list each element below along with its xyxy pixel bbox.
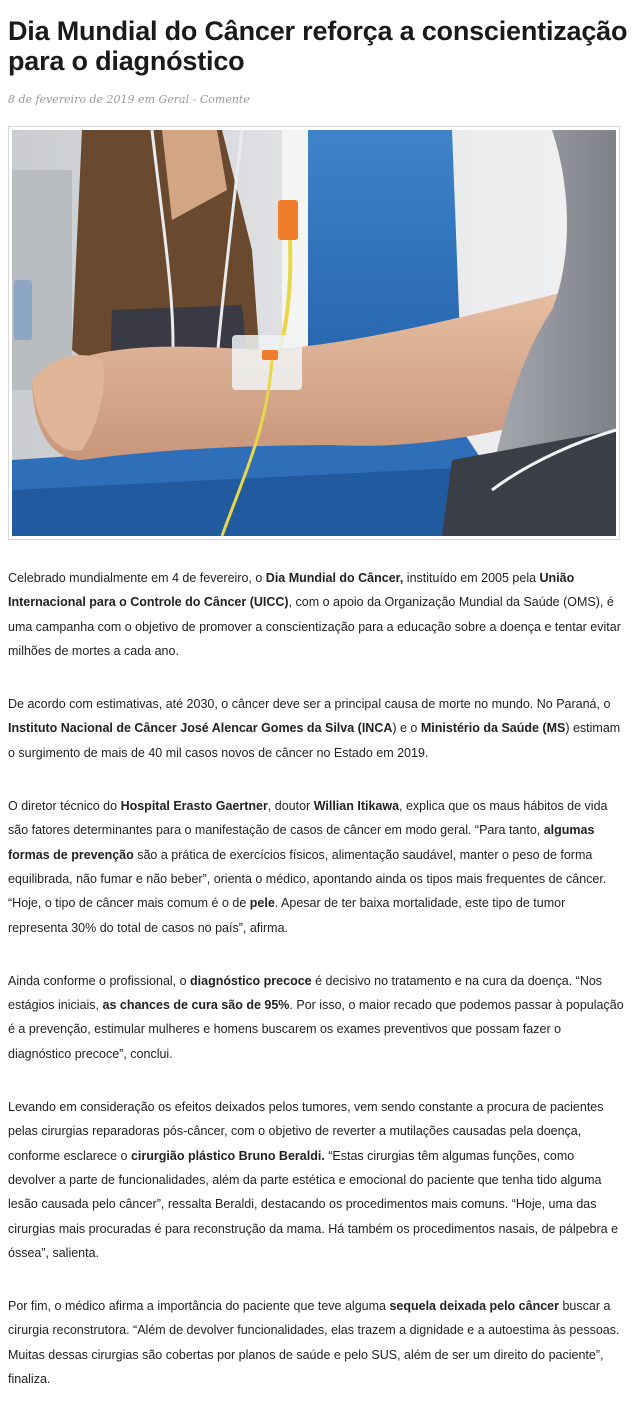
featured-image-frame — [8, 126, 620, 540]
article-title: Dia Mundial do Câncer reforça a conscientização para o diagnóstico — [8, 16, 628, 76]
comment-link[interactable]: Comente — [199, 93, 250, 106]
post-date: 8 de fevereiro de 2019 — [8, 93, 135, 106]
article-paragraph — [8, 1294, 624, 1391]
article-paragraph — [8, 566, 624, 663]
bold-text: Dia Mundial do Câncer, — [265, 571, 404, 585]
bold-text: pele — [249, 896, 275, 911]
article-paragraph — [8, 969, 624, 1066]
paragraph-text: instituído em 2005 pela — [403, 571, 540, 585]
bold-text: União Internacional para o Controle do Câncer (UICC) — [8, 571, 575, 610]
bold-text: sequela deixada pelo câncer — [389, 1299, 559, 1314]
paragraph-text: são a prática de exercícios físicos, alimentação saudável, manter o peso de forma equilibrada, não fumar e não beber”, orienta o médico, apontando ainda os tipos mais frequentes de câncer. “Hoje, o tipo de câncer mais comum é o de — [8, 847, 607, 911]
paragraph-text: . Por isso, o maior recado que podemos passar à população é a prevenção, estimular mulheres e homens buscarem os exames preventivos que possam fazer o diagnóstico precoce”, conclui. — [8, 998, 624, 1061]
article-body — [8, 566, 624, 1420]
paragraph-text: “Estas cirurgias têm algumas funções, como devolver a parte de funcionalidades, além da parte estética e emocional do paciente que tenha tido alguma lesão causada pelo câncer”, ressalta Beraldi, destacando os procedimentos mais comuns. “Hoje, uma das cirurgias mais procuradas é para reconstrução da mama. Há também os procedimentos nasais, de pálpebra e óssea”, salienta. — [8, 1148, 619, 1260]
bold-text: as chances de cura são de 95% — [102, 998, 290, 1013]
bold-text: Willian Itikawa — [313, 799, 400, 814]
paragraph-text: , com o apoio da Organização Mundial da Saúde (OMS), é uma campanha com o objetivo de promover a conscientização para a educação sobre a doença e tentar evitar milhões de mortes a cada ano. — [8, 595, 621, 658]
paragraph-text: , explica que os maus hábitos de vida são fatores determinantes para o manifestação de casos de câncer em modo geral. “Para tanto, — [8, 799, 608, 838]
post-meta — [8, 93, 250, 106]
paragraph-text: . Apesar de ter baixa mortalidade, este tipo de tumor representa 30% do total de casos no país”, afirma. — [8, 896, 566, 935]
bold-text: algumas formas de prevenção — [8, 823, 595, 862]
paragraph-text: Celebrado mundialmente em 4 de fevereiro, o — [8, 571, 266, 585]
paragraph-text: , doutor — [267, 799, 314, 814]
meta-separator: - — [189, 93, 200, 106]
meta-in-word: em — [134, 93, 159, 106]
paragraph-text: Levando em consideração os efeitos deixados pelos tumores, vem sendo constante a procura de pacientes pelas cirurgias reparadoras pós-câncer, com o objetivo de reverter a mutilações causadas pela doença, conforme esclarece o — [8, 1100, 604, 1163]
featured-image — [12, 130, 616, 536]
paragraph-text: ) estimam o surgimento de mais de 40 mil casos novos de câncer no Estado em 2019. — [8, 721, 621, 760]
bold-text: Ministério da Saúde (MS — [420, 721, 566, 736]
article-paragraph — [8, 794, 624, 940]
bold-text: diagnóstico precoce — [190, 973, 312, 988]
bold-text: Hospital Erasto Gaertner — [120, 799, 268, 814]
bold-text: Instituto Nacional de Câncer José Alencar Gomes da Silva (INCA — [8, 721, 393, 736]
paragraph-text: Por fim, o médico afirma a importância do paciente que teve alguma — [8, 1299, 390, 1314]
category-link[interactable]: Geral — [158, 93, 190, 106]
paragraph-text: buscar a cirurgia reconstrutora. “Além de devolver funcionalidades, elas trazem a dignidade e a autoestima às pessoas. Muitas dessas cirurgias são cobertas por planos de saúde e pelo SUS, além de ser um direito do paciente”, finaliza. — [8, 1299, 620, 1387]
article-paragraph — [8, 692, 624, 765]
paragraph-text: Ainda conforme o profissional, o — [8, 973, 191, 988]
article-paragraph — [8, 1095, 624, 1265]
bold-text: cirurgião plástico Bruno Beraldi. — [130, 1148, 325, 1163]
paragraph-text: é decisivo no tratamento e na cura da doença. “Nos estágios iniciais, — [8, 973, 603, 1013]
paragraph-text: De acordo com estimativas, até 2030, o câncer deve ser a principal causa de morte no mundo. No Paraná, o — [8, 697, 611, 712]
paragraph-text: ) e o — [392, 721, 421, 736]
paragraph-text: O diretor técnico do — [8, 799, 121, 814]
